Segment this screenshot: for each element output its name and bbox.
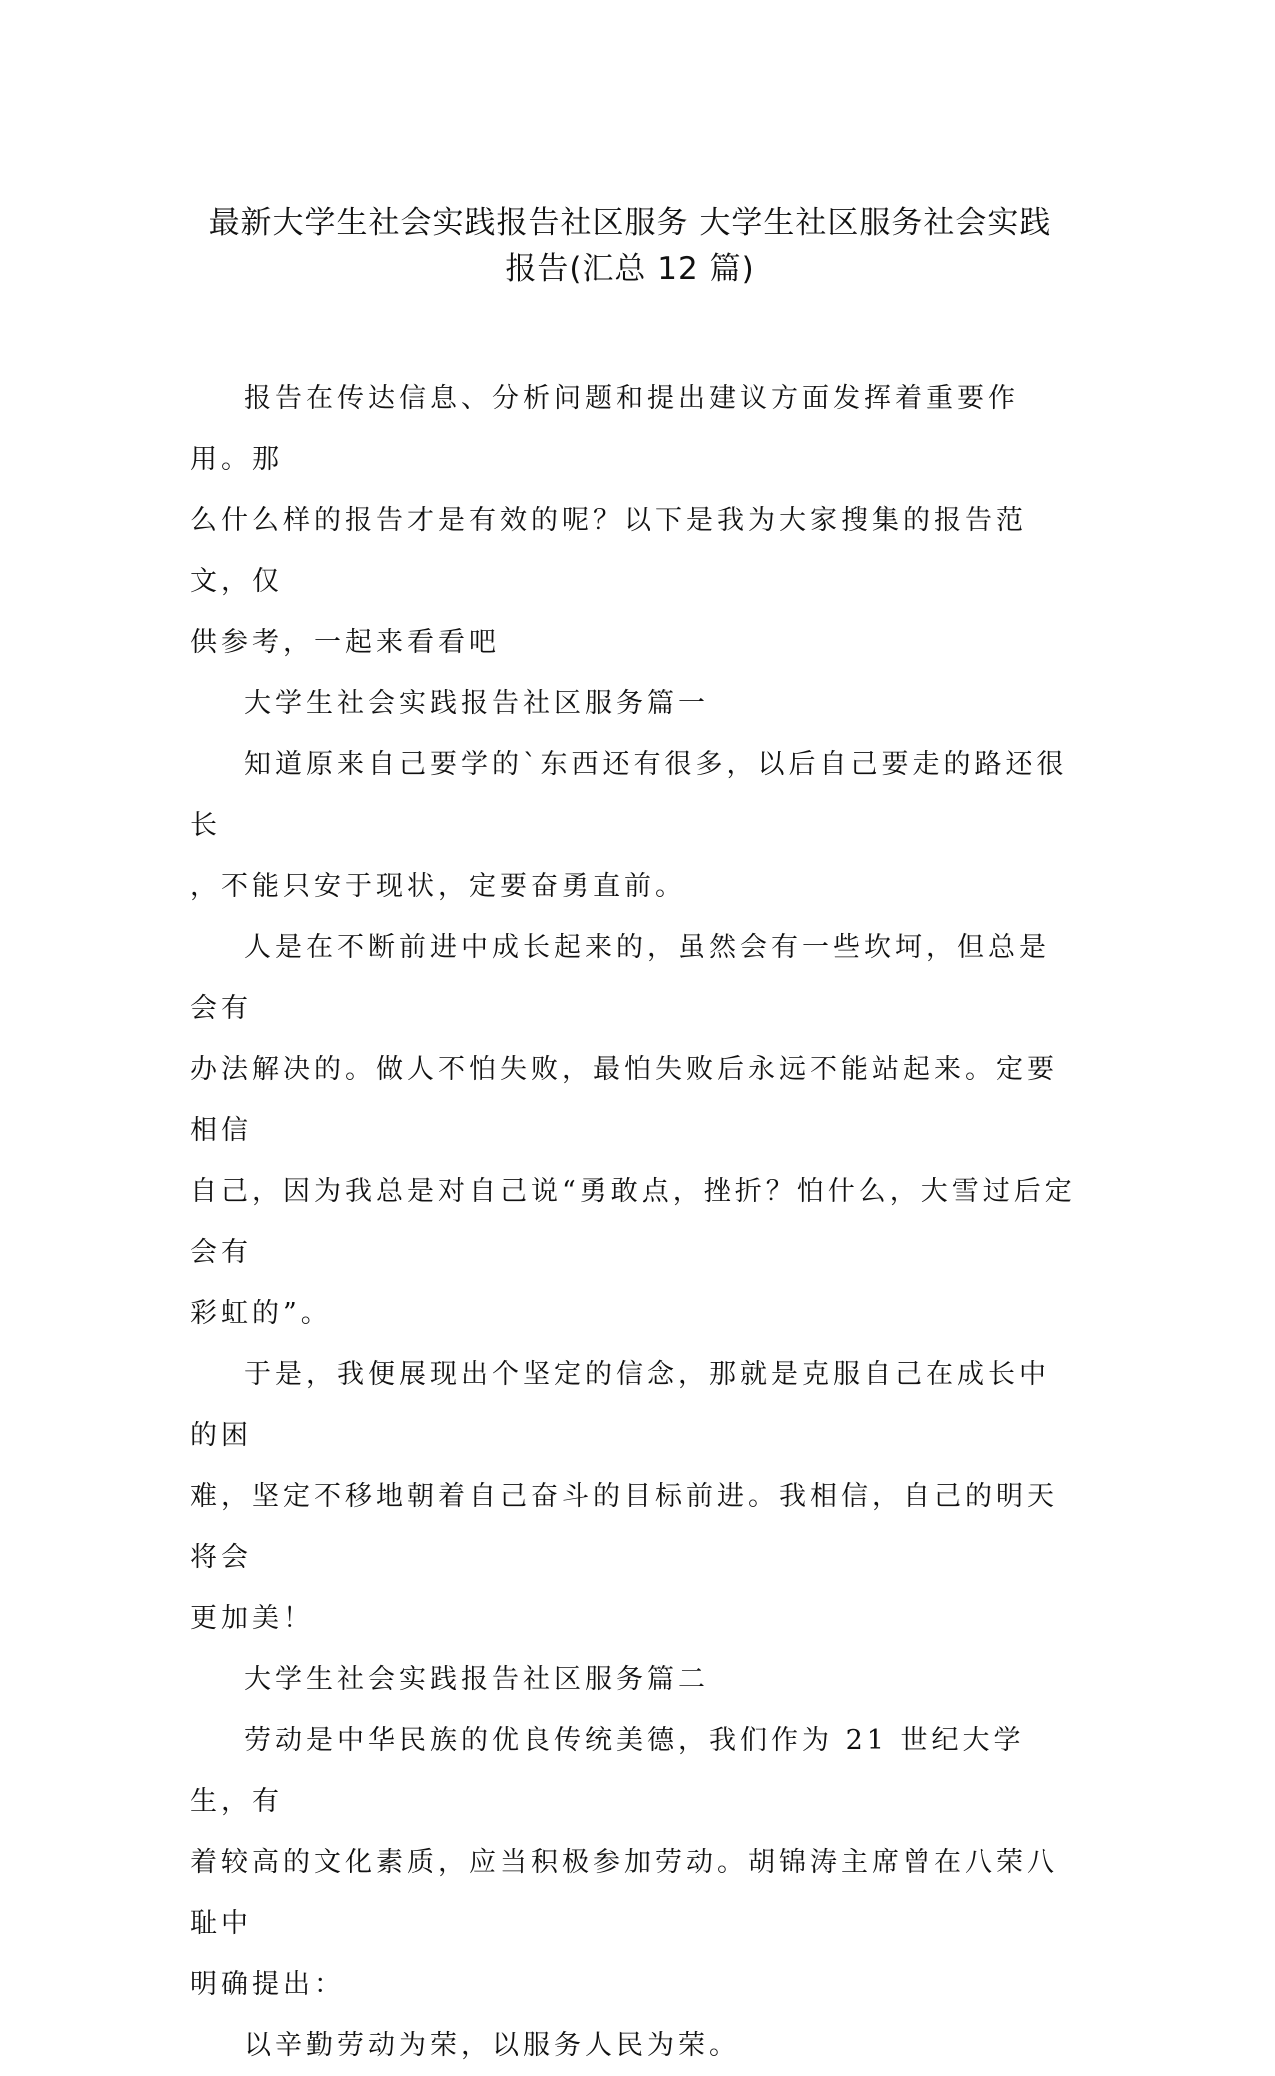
paragraph-line: 自己，因为我总是对自己说“勇敢点，挫折？怕什么，大雪过后定会有 xyxy=(190,1176,1076,1268)
paragraph-line: 难，坚定不移地朝着自己奋斗的目标前进。我相信，自己的明天将会 xyxy=(190,1481,1058,1573)
paragraph-line: 劳动是中华民族的优良传统美德，我们作为 21 世纪大学生，有 xyxy=(190,1725,1025,1817)
paragraph-line: 供参考，一起来看看吧 xyxy=(190,627,500,658)
document-body xyxy=(190,368,1080,2076)
paragraph-line: 彩虹的”。 xyxy=(190,1298,332,1329)
paragraph-line: ，不能只安于现状，定要奋勇直前。 xyxy=(190,871,686,902)
body-paragraph xyxy=(190,917,1080,1344)
body-paragraph xyxy=(190,1344,1080,1649)
paragraph-line: 么什么样的报告才是有效的呢？以下是我为大家搜集的报告范文，仅 xyxy=(190,505,1027,597)
section-heading-text: 大学生社会实践报告社区服务篇一 xyxy=(244,688,709,719)
document-title xyxy=(180,200,1080,292)
section-heading-2 xyxy=(190,1649,1080,1710)
section-heading-1 xyxy=(190,673,1080,734)
document-title-line-2: 报告(汇总 12 篇) xyxy=(505,251,755,287)
section-heading-text: 大学生社会实践报告社区服务篇二 xyxy=(244,1664,709,1695)
intro-paragraph xyxy=(190,368,1080,673)
paragraph-line: 于是，我便展现出个坚定的信念，那就是克服自己在成长中的困 xyxy=(190,1359,1050,1451)
body-paragraph xyxy=(190,734,1080,917)
paragraph-line: 知道原来自己要学的`东西还有很多，以后自己要走的路还很长 xyxy=(190,749,1068,841)
paragraph-line: 以辛勤劳动为荣，以服务人民为荣。 xyxy=(244,2030,740,2061)
paragraph-line: 办法解决的。做人不怕失败，最怕失败后永远不能站起来。定要相信 xyxy=(190,1054,1058,1146)
paragraph-line: 报告在传达信息、分析问题和提出建议方面发挥着重要作用。那 xyxy=(190,383,1019,475)
paragraph-line: 着较高的文化素质，应当积极参加劳动。胡锦涛主席曾在八荣八耻中 xyxy=(190,1847,1058,1939)
document-title-line-1: 最新大学生社会实践报告社区服务 大学生社区服务社会实践 xyxy=(208,205,1052,241)
paragraph-line: 人是在不断前进中成长起来的，虽然会有一些坎坷，但总是会有 xyxy=(190,932,1050,1024)
body-paragraph xyxy=(190,2015,1080,2076)
body-paragraph xyxy=(190,1710,1080,2015)
paragraph-line: 明确提出： xyxy=(190,1969,345,2000)
paragraph-line: 更加美！ xyxy=(190,1603,314,1634)
